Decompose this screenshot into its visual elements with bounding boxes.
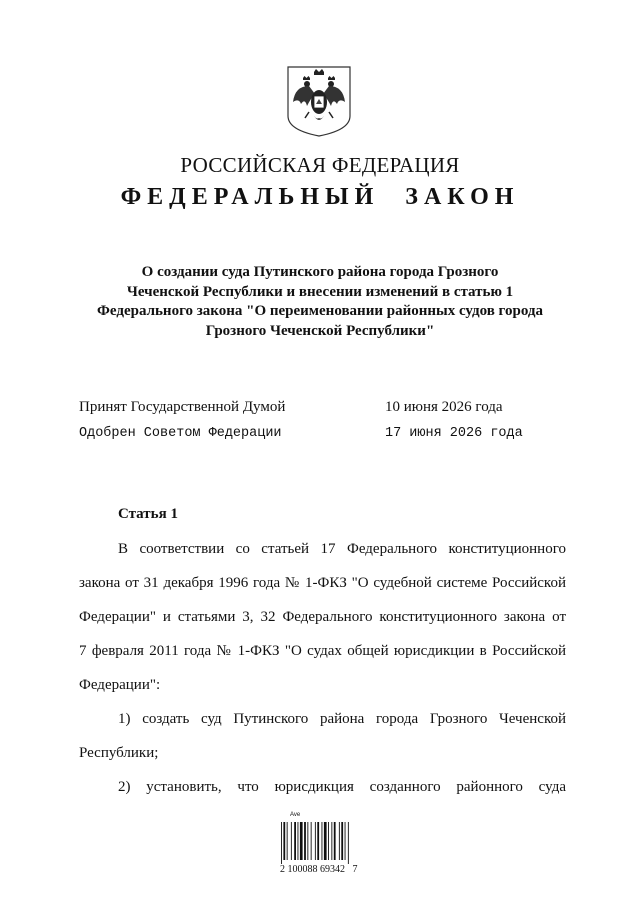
law-title-line: Федерального закона "О переименовании районных судов города: [97, 303, 543, 319]
law-title: [60, 263, 580, 341]
country-heading: РОССИЙСКАЯ ФЕДЕРАЦИЯ: [180, 153, 460, 177]
article-text-line: Республики;: [79, 745, 159, 761]
article-text-line: закона от 31 декабря 1996 года № 1-ФКЗ "О судебной системе Российской: [79, 575, 566, 591]
article-text-line: Федерации" и статьями 3, 32 Федерального конституционного закона от: [79, 609, 566, 625]
council-approval-label: Одобрен Советом Федерации: [79, 426, 282, 441]
article-text-line: 7 февраля 2011 года № 1-ФКЗ "О судах общей юрисдикции в Российской: [79, 643, 566, 659]
article-text-line: Федерации":: [79, 677, 161, 693]
law-type-heading: ФЕДЕРАЛЬНЫЙ ЗАКОН: [120, 184, 520, 210]
law-title-line: О создании суда Путинского района города Грозного: [141, 264, 499, 280]
article-text-line: 1) создать суд Путинского района города Грозного Чеченской: [118, 711, 566, 727]
barcode-number: 2 100088 69342 7: [280, 864, 358, 875]
article-text-line: В соответствии со статьей 17 Федерального конституционного: [118, 541, 566, 557]
duma-adoption-label: Принят Государственной Думой: [79, 399, 286, 415]
law-title-line: Чеченской Республики и внесении изменений в статью 1: [126, 283, 514, 300]
duma-adoption-date: 10 июня 2026 года: [385, 399, 503, 415]
article-text-line: 2) установить, что юрисдикция созданного районного суда: [118, 779, 566, 795]
coat-of-arms-emblem-icon: [285, 64, 353, 138]
article-heading: Статья 1: [118, 506, 178, 522]
law-title-line: Грозного Чеченской Республики": [205, 322, 435, 339]
barcode-mark: Ave: [290, 812, 301, 818]
barcode-icon: [277, 812, 367, 872]
council-approval-date: 17 июня 2026 года: [385, 426, 523, 441]
